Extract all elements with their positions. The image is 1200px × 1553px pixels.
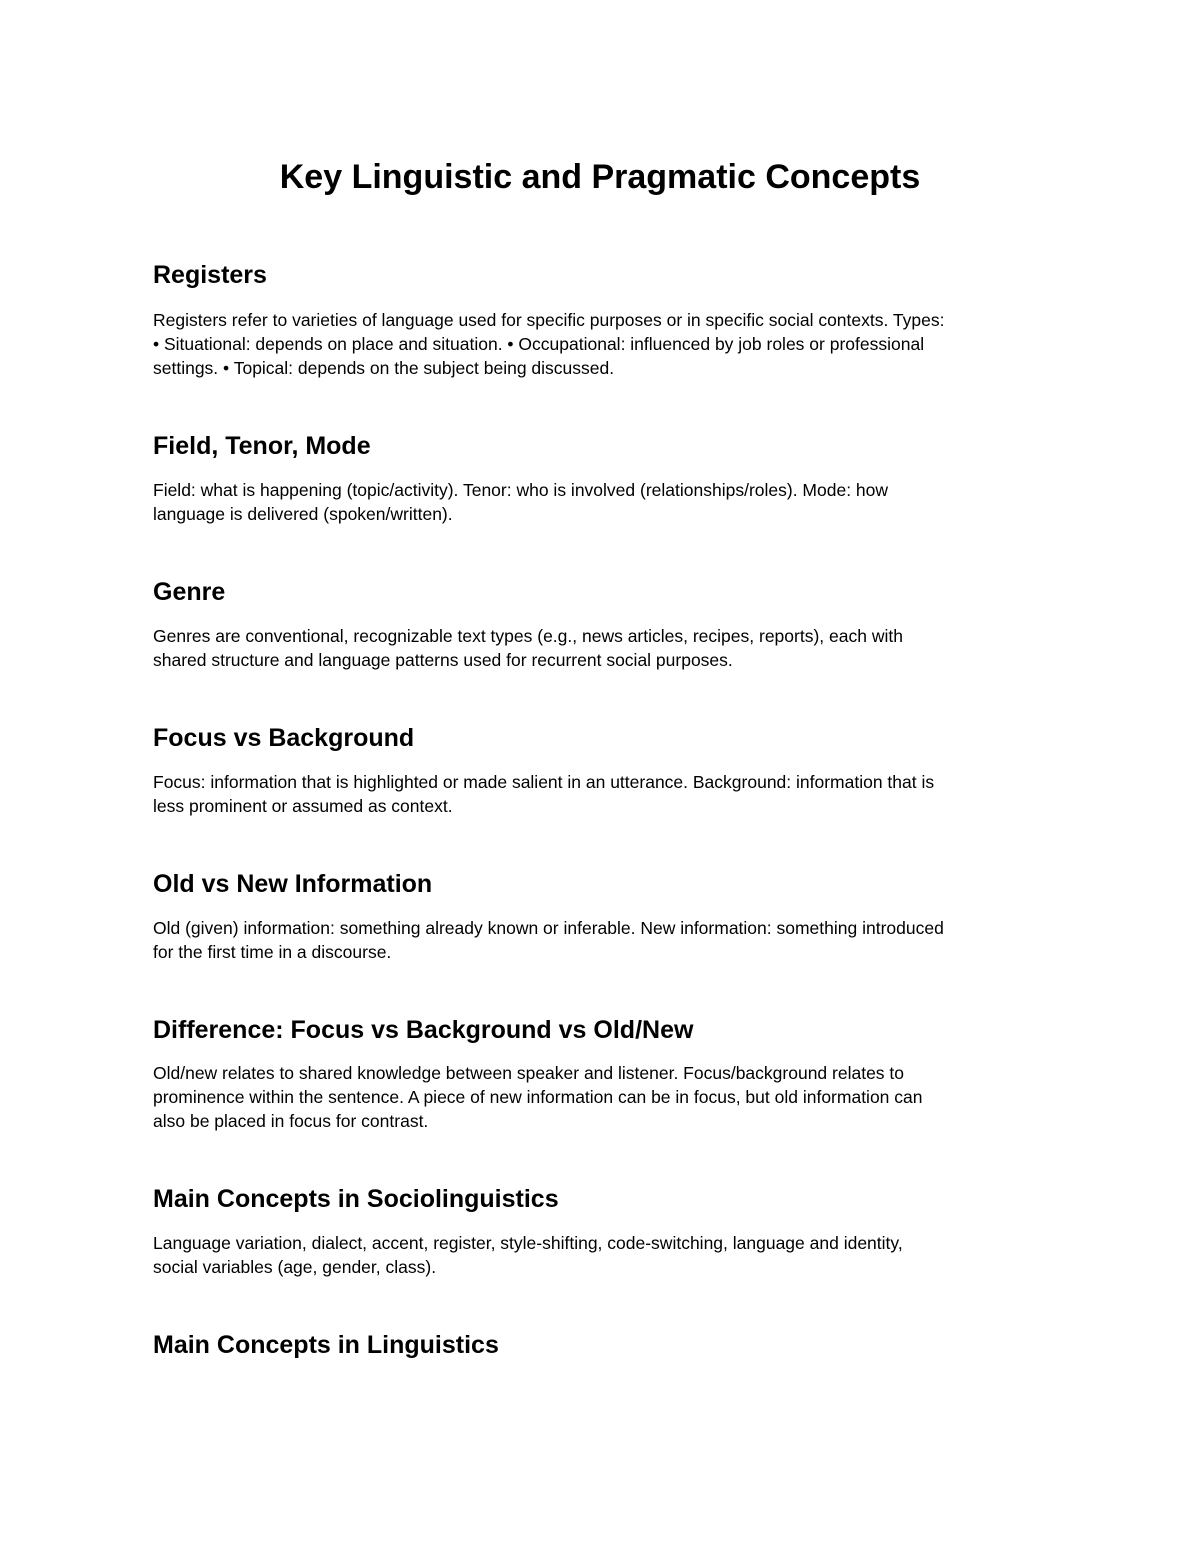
body-line: also be placed in focus for contrast. [153, 1111, 429, 1131]
section-heading-focus-vs-background: Focus vs Background [153, 724, 415, 752]
section-heading-field-tenor-mode: Field, Tenor, Mode [153, 432, 371, 460]
body-line: Field: what is happening (topic/activity). Tenor: who is involved (relationships/roles). Mode: how [153, 480, 889, 500]
body-line: for the first time in a discourse. [153, 942, 392, 962]
body-line: • Situational: depends on place and situation. • Occupational: influenced by job roles or professional [153, 334, 925, 354]
body-line: Language variation, dialect, accent, register, style-shifting, code-switching, language and identity, [153, 1233, 903, 1253]
section-heading-genre: Genre [153, 578, 226, 606]
section-heading-registers: Registers [153, 261, 267, 289]
body-line: shared structure and language patterns used for recurrent social purposes. [153, 650, 733, 670]
body-line: Genres are conventional, recognizable text types (e.g., news articles, recipes, reports), each with [153, 626, 903, 646]
body-line: social variables (age, gender, class). [153, 1257, 437, 1277]
section-heading-difference: Difference: Focus vs Background vs Old/New [153, 1016, 694, 1044]
section-body-sociolinguistics [153, 1231, 1053, 1279]
section-heading-sociolinguistics: Main Concepts in Sociolinguistics [153, 1185, 559, 1213]
section-body-focus-vs-background [153, 770, 1053, 818]
section-body-difference [153, 1061, 1053, 1133]
section-body-registers [153, 308, 1053, 380]
body-line: Old/new relates to shared knowledge between speaker and listener. Focus/background relates to [153, 1063, 905, 1083]
section-body-old-vs-new [153, 916, 1053, 964]
section-body-genre [153, 624, 1053, 672]
body-line: Registers refer to varieties of language used for specific purposes or in specific social contexts. Types: [153, 310, 945, 330]
body-line: Old (given) information: something already known or inferable. New information: something introduced [153, 918, 944, 938]
section-heading-old-vs-new: Old vs New Information [153, 870, 433, 898]
body-line: less prominent or assumed as context. [153, 796, 453, 816]
section-body-field-tenor-mode [153, 478, 1053, 526]
section-heading-linguistics: Main Concepts in Linguistics [153, 1331, 499, 1359]
body-line: Focus: information that is highlighted or made salient in an utterance. Background: information that is [153, 772, 935, 792]
body-line: prominence within the sentence. A piece of new information can be in focus, but old information can [153, 1087, 923, 1107]
body-line: language is delivered (spoken/written). [153, 504, 453, 524]
body-line: settings. • Topical: depends on the subject being discussed. [153, 358, 615, 378]
document-title: Key Linguistic and Pragmatic Concepts [279, 158, 921, 196]
